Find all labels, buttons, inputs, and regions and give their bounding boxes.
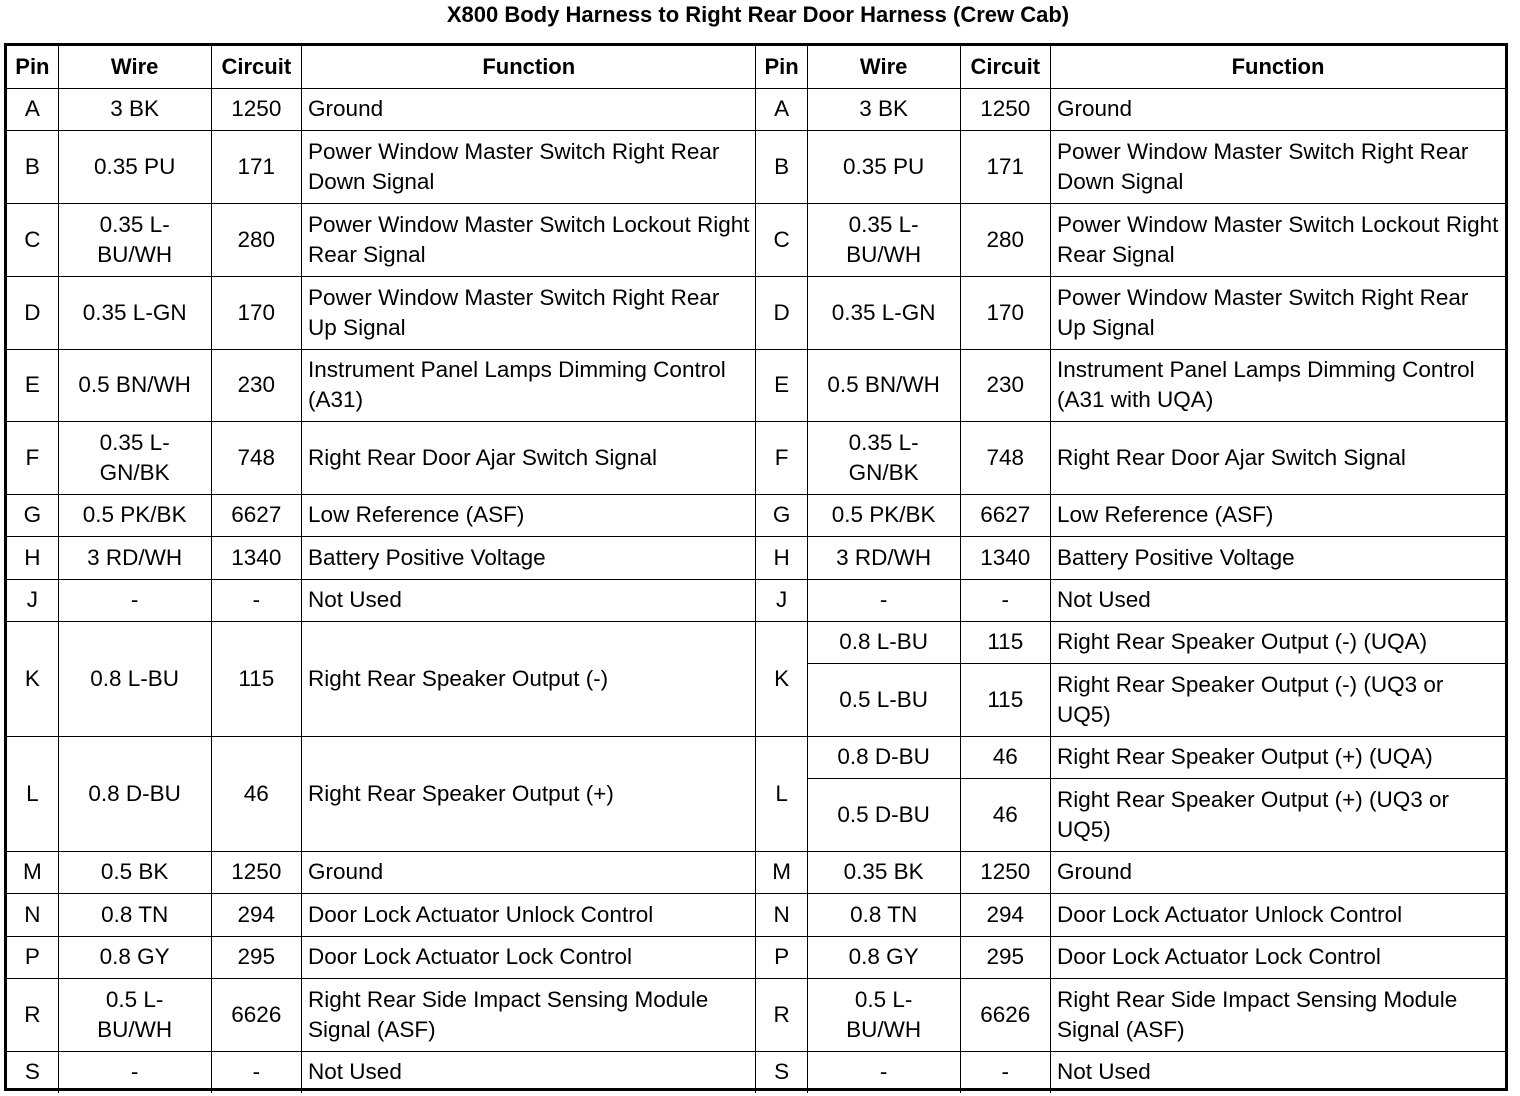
circuit-cell: 1250 [211,88,301,130]
pin-cell: A [7,88,58,130]
circuit-cell: - [211,579,301,621]
function-cell: Not Used [1051,579,1505,621]
circuit-cell: 295 [960,936,1050,978]
pin-cell: R [756,978,807,1051]
circuit-cell: 171 [960,130,1050,203]
circuit-cell: 748 [960,421,1050,494]
pin-cell: J [7,579,58,621]
table-row [7,1051,1505,1093]
function-cell: Right Rear Speaker Output (+) (UQ3 or UQ5) [1051,778,1505,851]
wire-cell: 0.35 L-BU/WH [58,203,211,276]
pin-cell: P [756,936,807,978]
wire-cell: 0.5 BN/WH [807,349,960,421]
circuit-cell: 6627 [211,494,301,536]
wire-cell: 3 BK [807,88,960,130]
function-cell: Power Window Master Switch Lockout Right Rear Signal [1051,203,1505,276]
pin-cell: S [756,1051,807,1093]
circuit-cell: 170 [960,276,1050,349]
function-cell: Not Used [302,579,756,621]
circuit-cell: 1340 [960,536,1050,579]
table-row [7,536,1505,579]
wire-cell: 0.8 L-BU [807,621,960,663]
wire-cell: 0.8 D-BU [807,736,960,778]
circuit-cell: 46 [960,778,1050,851]
circuit-cell: - [211,1051,301,1093]
function-cell: Ground [302,88,756,130]
table-row [7,88,1505,130]
function-cell: Right Rear Side Impact Sensing Module Signal (ASF) [302,978,756,1051]
function-cell: Low Reference (ASF) [302,494,756,536]
header-pin: Pin [7,46,58,88]
wire-cell: - [58,579,211,621]
function-cell: Right Rear Side Impact Sensing Module Signal (ASF) [1051,978,1505,1051]
function-cell: Right Rear Speaker Output (-) (UQ3 or UQ5) [1051,663,1505,736]
function-cell: Door Lock Actuator Lock Control [302,936,756,978]
table-row [7,203,1505,276]
function-cell: Low Reference (ASF) [1051,494,1505,536]
pin-cell: M [756,851,807,893]
table-row [7,130,1505,203]
function-cell: Ground [302,851,756,893]
function-cell: Right Rear Door Ajar Switch Signal [1051,421,1505,494]
circuit-cell: 115 [960,663,1050,736]
circuit-cell: 230 [211,349,301,421]
function-cell: Power Window Master Switch Right Rear Up Signal [302,276,756,349]
pin-cell: N [756,893,807,936]
wire-cell: 0.35 L-GN [58,276,211,349]
pin-cell: J [756,579,807,621]
function-cell: Power Window Master Switch Lockout Right Rear Signal [302,203,756,276]
function-cell: Right Rear Speaker Output (-) (UQA) [1051,621,1505,663]
pin-cell: H [756,536,807,579]
circuit-cell: 115 [211,621,301,736]
pin-cell: L [756,736,807,851]
table-row [7,494,1505,536]
function-cell: Right Rear Speaker Output (+) [302,736,756,851]
pin-cell: K [756,621,807,736]
function-cell: Ground [1051,851,1505,893]
header-row [7,46,1505,88]
circuit-cell: 1250 [960,88,1050,130]
pin-cell: C [7,203,58,276]
function-cell: Instrument Panel Lamps Dimming Control (A31 with UQA) [1051,349,1505,421]
pin-cell: C [756,203,807,276]
header-pin: Pin [756,46,807,88]
pin-cell: F [756,421,807,494]
wire-cell: - [807,1051,960,1093]
pin-cell: H [7,536,58,579]
table-row [7,349,1505,421]
wire-cell: 0.35 L-GN [807,276,960,349]
circuit-cell: 294 [211,893,301,936]
wire-cell: 0.5 BK [58,851,211,893]
page-title: X800 Body Harness to Right Rear Door Harness (Crew Cab) [446,2,1070,27]
circuit-cell: 171 [211,130,301,203]
pin-cell: E [7,349,58,421]
wire-cell: 0.8 TN [58,893,211,936]
header-wire: Wire [58,46,211,88]
wire-cell: 0.35 L-BU/WH [807,203,960,276]
pin-cell: M [7,851,58,893]
table-row [7,978,1505,1051]
function-cell: Ground [1051,88,1505,130]
function-cell: Not Used [302,1051,756,1093]
pin-cell: E [756,349,807,421]
table-row [7,579,1505,621]
circuit-cell: 1340 [211,536,301,579]
circuit-cell: 294 [960,893,1050,936]
wire-cell: 0.5 PK/BK [58,494,211,536]
function-cell: Instrument Panel Lamps Dimming Control (A31) [302,349,756,421]
function-cell: Door Lock Actuator Unlock Control [302,893,756,936]
function-cell: Right Rear Speaker Output (+) (UQA) [1051,736,1505,778]
wire-cell: 0.8 GY [807,936,960,978]
wire-cell: - [807,579,960,621]
pin-cell: B [756,130,807,203]
circuit-cell: 6626 [960,978,1050,1051]
pin-cell: N [7,893,58,936]
function-cell: Power Window Master Switch Right Rear Down Signal [302,130,756,203]
wire-cell: 0.35 L-GN/BK [58,421,211,494]
wire-cell: 0.35 L-GN/BK [807,421,960,494]
table-row [7,893,1505,936]
function-cell: Right Rear Speaker Output (-) [302,621,756,736]
function-cell: Power Window Master Switch Right Rear Up Signal [1051,276,1505,349]
pin-cell: B [7,130,58,203]
wire-cell: 0.5 L-BU/WH [58,978,211,1051]
function-cell: Power Window Master Switch Right Rear Down Signal [1051,130,1505,203]
table-row [7,276,1505,349]
table-row [7,851,1505,893]
circuit-cell: 1250 [960,851,1050,893]
circuit-cell: 46 [211,736,301,851]
pin-cell: S [7,1051,58,1093]
circuit-cell: 280 [960,203,1050,276]
circuit-cell: 115 [960,621,1050,663]
pin-cell: G [7,494,58,536]
wire-cell: 0.8 L-BU [58,621,211,736]
wire-cell: 0.5 BN/WH [58,349,211,421]
wire-cell: 0.8 TN [807,893,960,936]
circuit-cell: 170 [211,276,301,349]
wire-cell: 0.35 PU [807,130,960,203]
circuit-cell: 295 [211,936,301,978]
pin-cell: K [7,621,58,736]
circuit-cell: 6627 [960,494,1050,536]
header-function: Function [1051,46,1505,88]
connector-table [7,46,1505,1093]
function-cell: Door Lock Actuator Lock Control [1051,936,1505,978]
wire-cell: 3 RD/WH [807,536,960,579]
header-circuit: Circuit [211,46,301,88]
pin-cell: A [756,88,807,130]
table-row [7,621,1505,663]
pin-cell: D [756,276,807,349]
pin-cell: D [7,276,58,349]
circuit-cell: 1250 [211,851,301,893]
header-circuit: Circuit [960,46,1050,88]
circuit-cell: 748 [211,421,301,494]
pin-cell: R [7,978,58,1051]
function-cell: Door Lock Actuator Unlock Control [1051,893,1505,936]
connector-table-frame [4,43,1508,1091]
wire-cell: 0.5 L-BU [807,663,960,736]
wire-cell: 0.35 BK [807,851,960,893]
wire-cell: 0.8 D-BU [58,736,211,851]
wire-cell: 0.35 PU [58,130,211,203]
wire-cell: 0.8 GY [58,936,211,978]
circuit-cell: 6626 [211,978,301,1051]
header-wire: Wire [807,46,960,88]
circuit-cell: 280 [211,203,301,276]
circuit-cell: 230 [960,349,1050,421]
header-function: Function [302,46,756,88]
wire-cell: 0.5 L-BU/WH [807,978,960,1051]
circuit-cell: - [960,1051,1050,1093]
table-row [7,736,1505,778]
wire-cell: 0.5 PK/BK [807,494,960,536]
pin-cell: P [7,936,58,978]
wire-cell: 3 RD/WH [58,536,211,579]
pin-cell: G [756,494,807,536]
circuit-cell: - [960,579,1050,621]
wire-cell: - [58,1051,211,1093]
pin-cell: L [7,736,58,851]
table-row [7,936,1505,978]
pin-cell: F [7,421,58,494]
function-cell: Not Used [1051,1051,1505,1093]
table-row [7,421,1505,494]
function-cell: Right Rear Door Ajar Switch Signal [302,421,756,494]
function-cell: Battery Positive Voltage [302,536,756,579]
function-cell: Battery Positive Voltage [1051,536,1505,579]
circuit-cell: 46 [960,736,1050,778]
wire-cell: 0.5 D-BU [807,778,960,851]
wire-cell: 3 BK [58,88,211,130]
